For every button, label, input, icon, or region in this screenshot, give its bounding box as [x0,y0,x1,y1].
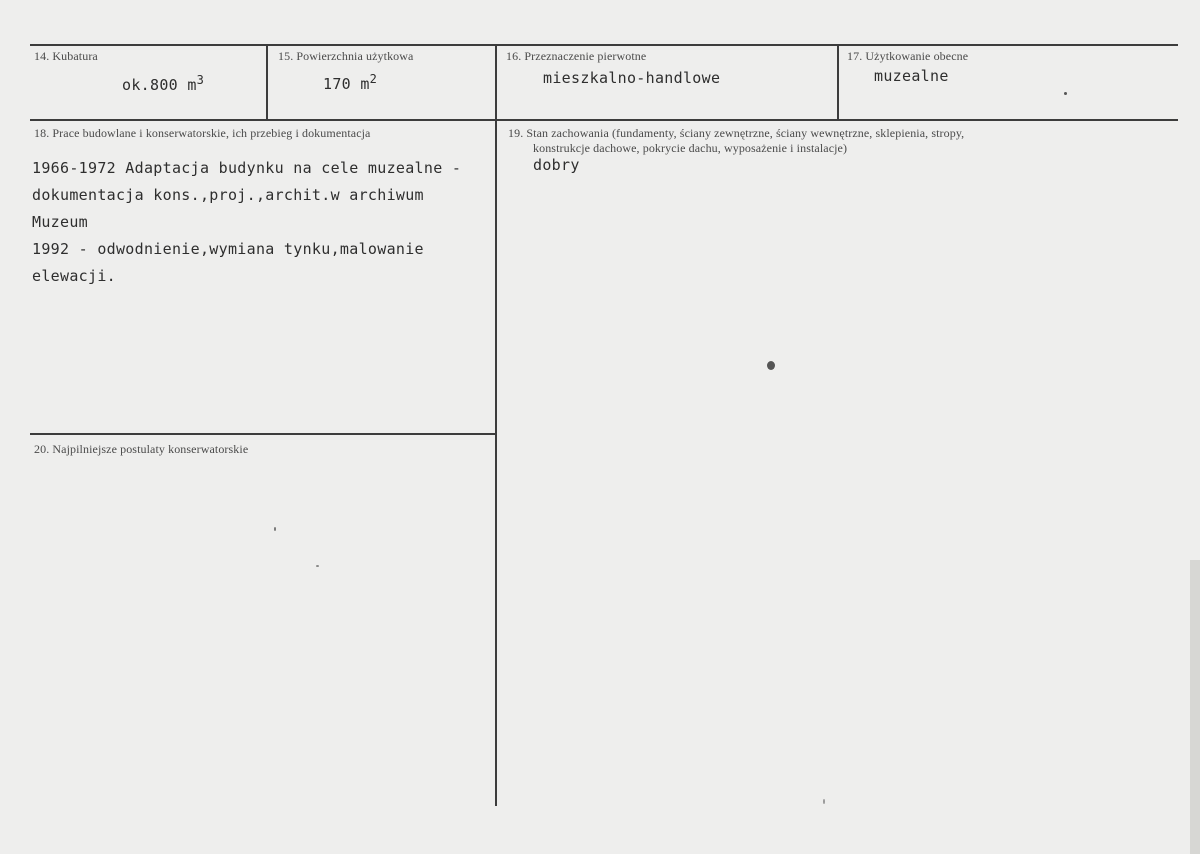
field-14-exponent: 3 [196,73,205,87]
field-19-label-line-2: konstrukcje dachowe, pokrycie dachu, wyposażenie i instalacje) [533,141,848,155]
field-15-exponent: 2 [369,72,378,86]
field-14-value [122,72,204,99]
middle-rule [30,119,1178,121]
divider-15-16 [495,44,497,806]
top-rule [30,44,1178,46]
divider-16-17 [837,44,839,119]
field-18-line: dokumentacja kons.,proj.,archit.w archiwum [32,186,424,204]
field-19-label-line-1: 19. Stan zachowania (fundamenty, ściany zewnętrzne, ściany wewnętrzne, sklepienia, stropy, [508,126,965,140]
field-17-label: 17. Użytkowanie obecne [847,49,969,63]
field-17-value: muzealne [874,67,949,85]
field-15-value [323,71,377,98]
field-15-number: 170 m [323,75,370,93]
field-16-label: 16. Przeznaczenie pierwotne [506,49,647,63]
divider-14-15 [266,44,268,119]
ink-speck [823,799,825,804]
field-18-line: 1966-1972 Adaptacja budynku na cele muzealne - [32,159,462,177]
ink-speck [1064,92,1067,95]
field-18-line: Muzeum [32,213,88,231]
field-18-line: 1992 - odwodnienie,wymiana tynku,malowanie [32,240,424,258]
field-18-line: elewacji. [32,267,116,285]
field-19-value: dobry [533,156,580,174]
lower-left-rule [30,433,496,435]
field-18-label: 18. Prace budowlane i konserwatorskie, ich przebieg i dokumentacja [34,126,371,140]
ink-speck [316,565,319,567]
ink-speck [274,527,276,531]
field-15-label: 15. Powierzchnia użytkowa [278,49,414,63]
right-paper-edge [1190,560,1200,854]
field-20-label: 20. Najpilniejsze postulaty konserwatorskie [34,442,249,456]
field-14-number: ok.800 m [122,76,197,94]
field-14-label: 14. Kubatura [34,49,98,63]
ink-speck [767,361,775,370]
field-18-text [32,155,461,290]
field-16-value: mieszkalno-handlowe [543,69,721,87]
